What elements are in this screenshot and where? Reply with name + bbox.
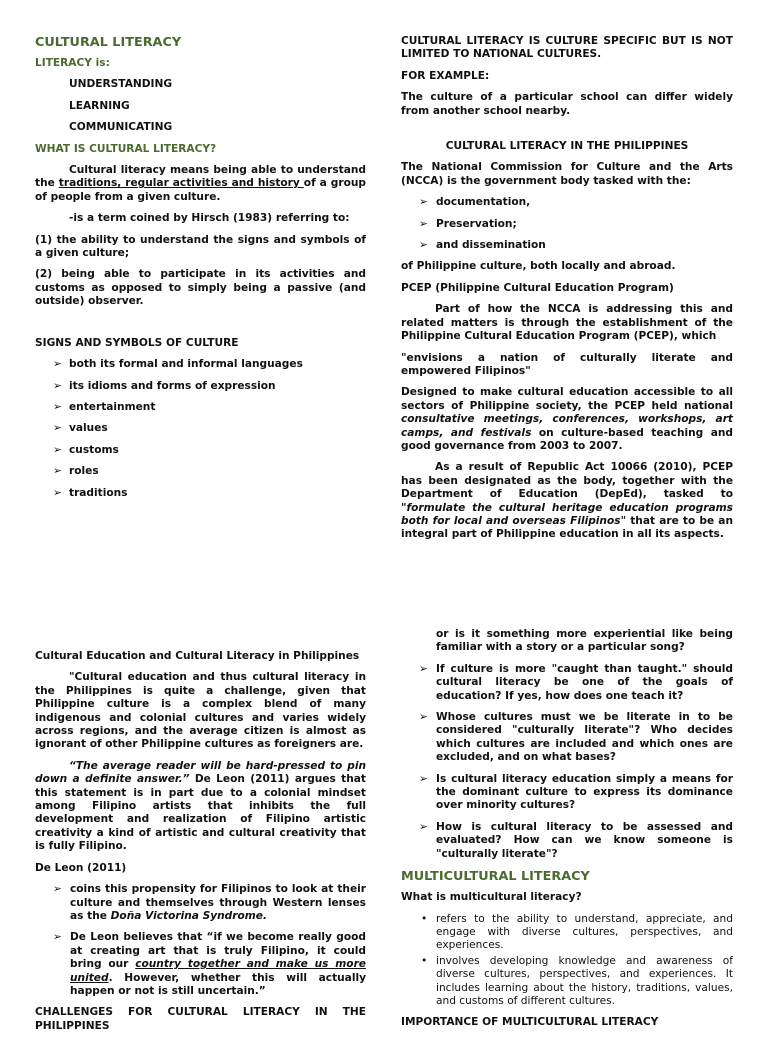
arrow-bullet-icon: ➢ — [419, 217, 428, 230]
arrow-bullet-icon: ➢ — [419, 239, 428, 252]
cultural-literacy-title: CULTURAL LITERACY — [35, 35, 182, 50]
cultural-literacy-definition: Cultural literacy means being able to understand the traditions, regular activities and history of a group of people from a given culture. — [35, 164, 367, 203]
signs-list — [35, 358, 366, 500]
challenges-heading: CHALLENGES FOR CULTURAL LITERACY IN THE PHILIPPINES — [35, 1006, 366, 1032]
arrow-bullet-icon: ➢ — [53, 379, 62, 392]
bullet-dot-icon: • — [421, 954, 428, 967]
republic-act-paragraph: As a result of Republic Act 10066 (2010), PCEP has been designated as the body, together with the Department of Education (DepEd), tasked to "formulate the cultural heritage education programs both for local and overseas Filipinos" that are to be an integral part of Philippine education in all its aspects. — [401, 461, 733, 541]
arrow-bullet-icon: ➢ — [419, 196, 428, 209]
arrow-bullet-icon: ➢ — [53, 486, 62, 499]
arrow-bullet-icon: ➢ — [419, 711, 428, 724]
average-reader-paragraph: “The average reader will be hard-pressed to pin down a definite answer.” De Leon (2011) argues that this statement is in part due to a colonial mindset among Filipino artists that inhibits the full development and realization of Filipino artistic creativity a kind of artistic and cultural creativity that is fully Filipino. — [35, 759, 366, 853]
list-item: ➢ values — [53, 422, 108, 435]
arrow-bullet-icon: ➢ — [419, 772, 428, 785]
list-item: ➢ its idioms and forms of expression — [53, 379, 276, 392]
list-item: ➢ entertainment — [53, 400, 156, 413]
pcep-heading: PCEP (Philippine Cultural Education Program) — [401, 281, 674, 294]
arrow-bullet-icon: ➢ — [53, 931, 62, 944]
de-leon-label: De Leon (2011) — [35, 861, 127, 874]
locally-abroad: of Philippine culture, both locally and abroad. — [401, 260, 676, 273]
arrow-bullet-icon: ➢ — [53, 400, 62, 413]
page1-left-column — [35, 35, 366, 508]
list-item: ➢ Is cultural literacy education simply a means for the dominant culture to express its dominance over minority cultures? — [419, 772, 733, 812]
page2-right-column — [401, 628, 733, 1038]
importance-heading: IMPORTANCE OF MULTICULTURAL LITERACY — [401, 1016, 659, 1029]
literacy-is-label: LITERACY is: — [35, 57, 110, 69]
point-one: (1) the ability to understand the signs and symbols of a given culture; — [35, 233, 366, 260]
arrow-bullet-icon: ➢ — [53, 883, 62, 896]
hirsch-paragraph: -is a term coined by Hirsch (1983) referring to: — [69, 212, 350, 225]
envisions-quote: "envisions a nation of culturally literate and empowered Filipinos" — [401, 351, 733, 377]
for-example-label: FOR EXAMPLE: — [401, 69, 490, 82]
list-item: ➢ Whose cultures must we be literate in to be considered "culturally literate"? Who decides which cultures are included and which ones are excluded, and on what bases? — [419, 711, 733, 764]
literacy-item: LEARNING — [69, 99, 130, 112]
list-item: ➢ coins this propensity for Filipinos to look at their culture and themselves through Western lenses as the Doña Victorina Syndrome. — [53, 883, 366, 922]
page1-right-column — [401, 35, 733, 550]
philippines-heading: CULTURAL LITERACY IN THE PHILIPPINES — [445, 140, 689, 153]
multicultural-points — [401, 913, 733, 1009]
part-of-paragraph: Part of how the NCCA is addressing this and related matters is through the establishment of the Philippine Cultural Education Program (PCEP), which — [401, 303, 733, 343]
list-item: ➢ traditions — [53, 486, 128, 499]
continued-question: or is it something more experiential like being familiar with a story or a particular song? — [436, 628, 733, 654]
multicultural-literacy-title: MULTICULTURAL LITERACY — [401, 869, 590, 885]
list-item: ➢ If culture is more "caught than taught." should cultural literacy be one of the goals of education? If yes, how does one teach it? — [419, 662, 733, 702]
list-item: ➢ Preservation; — [419, 217, 517, 230]
cultural-education-heading: Cultural Education and Cultural Literacy in Philippines — [35, 650, 360, 662]
list-item: ➢ documentation, — [419, 196, 531, 209]
list-item: ➢ roles — [53, 465, 99, 478]
arrow-bullet-icon: ➢ — [53, 422, 62, 435]
ncca-tasks-list — [401, 196, 733, 252]
list-item: ➢ De Leon believes that “if we become really good at creating art that is truly Filipino, it could bring our country together and make us more united. However, whether this will actually happen or not is still uncertain.” — [53, 931, 366, 997]
list-item: • refers to the ability to understand, appreciate, and engage with diverse cultures, perspectives, and experiences. — [421, 912, 733, 952]
challenge-questions — [401, 663, 733, 861]
definition-underlined: traditions, regular activities and history — [58, 177, 304, 190]
list-item: ➢ both its formal and informal languages — [53, 358, 303, 371]
point-two: (2) being able to participate in its activities and customs as opposed to simply being a passive (and outside) observer. — [35, 268, 366, 308]
literacy-item: UNDERSTANDING — [69, 78, 173, 91]
literacy-item: COMMUNICATING — [69, 121, 173, 134]
list-item: ➢ How is cultural literacy to be assessed and evaluated? How can we know someone is "culturally literate"? — [419, 820, 733, 860]
arrow-bullet-icon: ➢ — [53, 358, 62, 371]
school-example: The culture of a particular school can differ widely from another school nearby. — [401, 91, 733, 117]
arrow-bullet-icon: ➢ — [53, 443, 62, 456]
arrow-bullet-icon: ➢ — [419, 662, 428, 675]
signs-symbols-heading: SIGNS AND SYMBOLS OF CULTURE — [35, 336, 239, 349]
what-is-cultural-literacy-heading: WHAT IS CULTURAL LITERACY? — [35, 142, 217, 155]
designed-paragraph: Designed to make cultural education accessible to all sectors of Philippine society, the PCEP held national consultative meetings, conferences, workshops, art camps, and festivals on culture-based teaching and good governance from 2003 to 2007. — [401, 386, 733, 452]
arrow-bullet-icon: ➢ — [419, 820, 428, 833]
culture-specific-intro: CULTURAL LITERACY IS CULTURE SPECIFIC BUT IS NOT LIMITED TO NATIONAL CULTURES. — [401, 35, 733, 61]
challenge-quote: "Cultural education and thus cultural literacy in the Philippines is quite a challenge, given that Philippine culture is a complex blend of many indigenous and colonial cultures and varies widely across regions, and the average citizen is almost as ignorant of other Philippine cultures as foreigners are. — [35, 671, 366, 751]
page2-left-column — [35, 650, 366, 1041]
what-is-multicultural-heading: What is multicultural literacy? — [401, 891, 582, 904]
list-item: ➢ customs — [53, 443, 119, 456]
list-item: • involves developing knowledge and awareness of diverse cultures, perspectives, and experiences. It includes learning about the history, traditions, values, and customs of different cultures. — [421, 954, 733, 1007]
arrow-bullet-icon: ➢ — [53, 465, 62, 478]
list-item: ➢ and dissemination — [419, 239, 546, 252]
ncca-paragraph: The National Commission for Culture and the Arts (NCCA) is the government body tasked with the: — [401, 161, 733, 187]
de-leon-points — [35, 883, 366, 998]
bullet-dot-icon: • — [421, 912, 428, 925]
